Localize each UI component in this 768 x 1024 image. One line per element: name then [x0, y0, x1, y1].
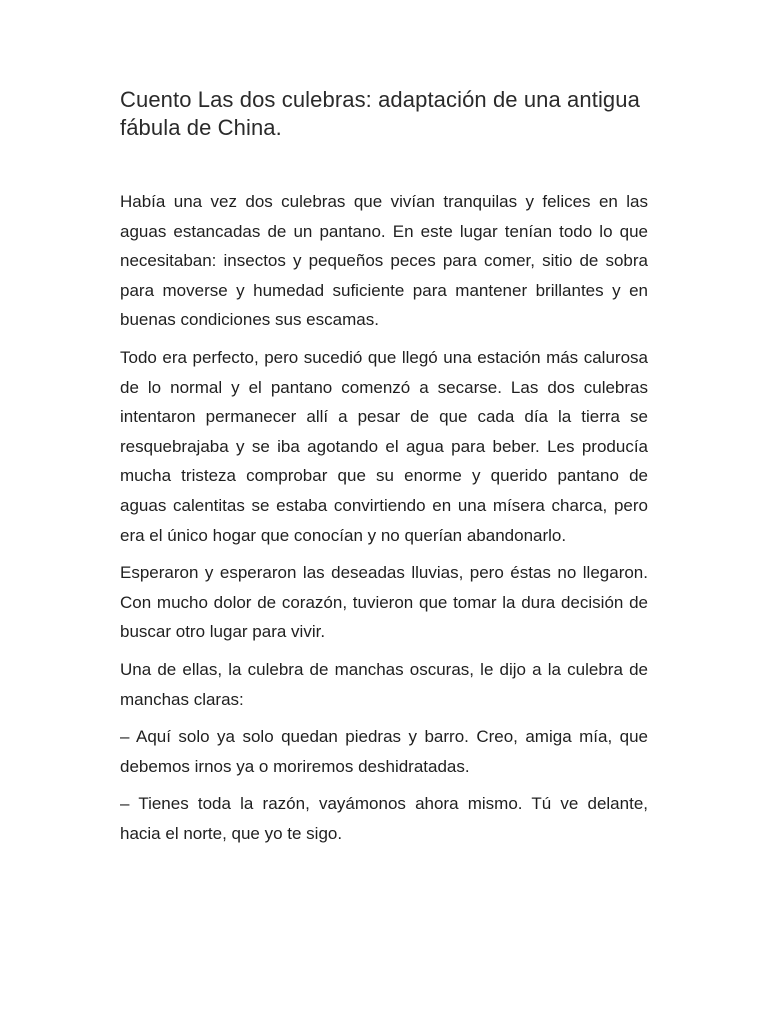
paragraph-2: Todo era perfecto, pero sucedió que llegó una estación más calurosa de lo normal y el pantano comenzó a secarse. Las dos culebras intentaron permanecer allí a pesar de que cada día la tierra se resquebrajaba y se iba agotando el agua para beber. Les producía mucha tristeza comprobar que su enorme y querido pantano de aguas calentitas se estaba convirtiendo en una mísera charca, pero era el único hogar que conocían y no querían abandonarlo.	[120, 347, 648, 545]
dialogue-line-1: – Aquí solo ya solo quedan piedras y barro. Creo, amiga mía, que debemos irnos ya o moriremos deshidratadas.	[120, 727, 648, 776]
paragraph-3: Esperaron y esperaron las deseadas lluvias, pero éstas no llegaron. Con mucho dolor de corazón, tuvieron que tomar la dura decisión de buscar otro lugar para vivir.	[120, 563, 648, 642]
paragraph-1: Había una vez dos culebras que vivían tranquilas y felices en las aguas estancadas de un pantano. En este lugar tenían todo lo que necesitaban: insectos y pequeños peces para comer, sitio de sobra para moverse y humedad suficiente para mantener brillantes y en buenas condiciones sus escamas.	[120, 192, 648, 330]
paragraph-4: Una de ellas, la culebra de manchas oscuras, le dijo a la culebra de manchas claras:	[120, 659, 648, 709]
dialogue-line-2: – Tienes toda la razón, vayámonos ahora mismo. Tú ve delante, hacia el norte, que yo te sigo.	[120, 794, 648, 843]
document-body	[120, 187, 648, 856]
document-title: Cuento Las dos culebras: adaptación de una antigua fábula de China.	[120, 87, 640, 140]
